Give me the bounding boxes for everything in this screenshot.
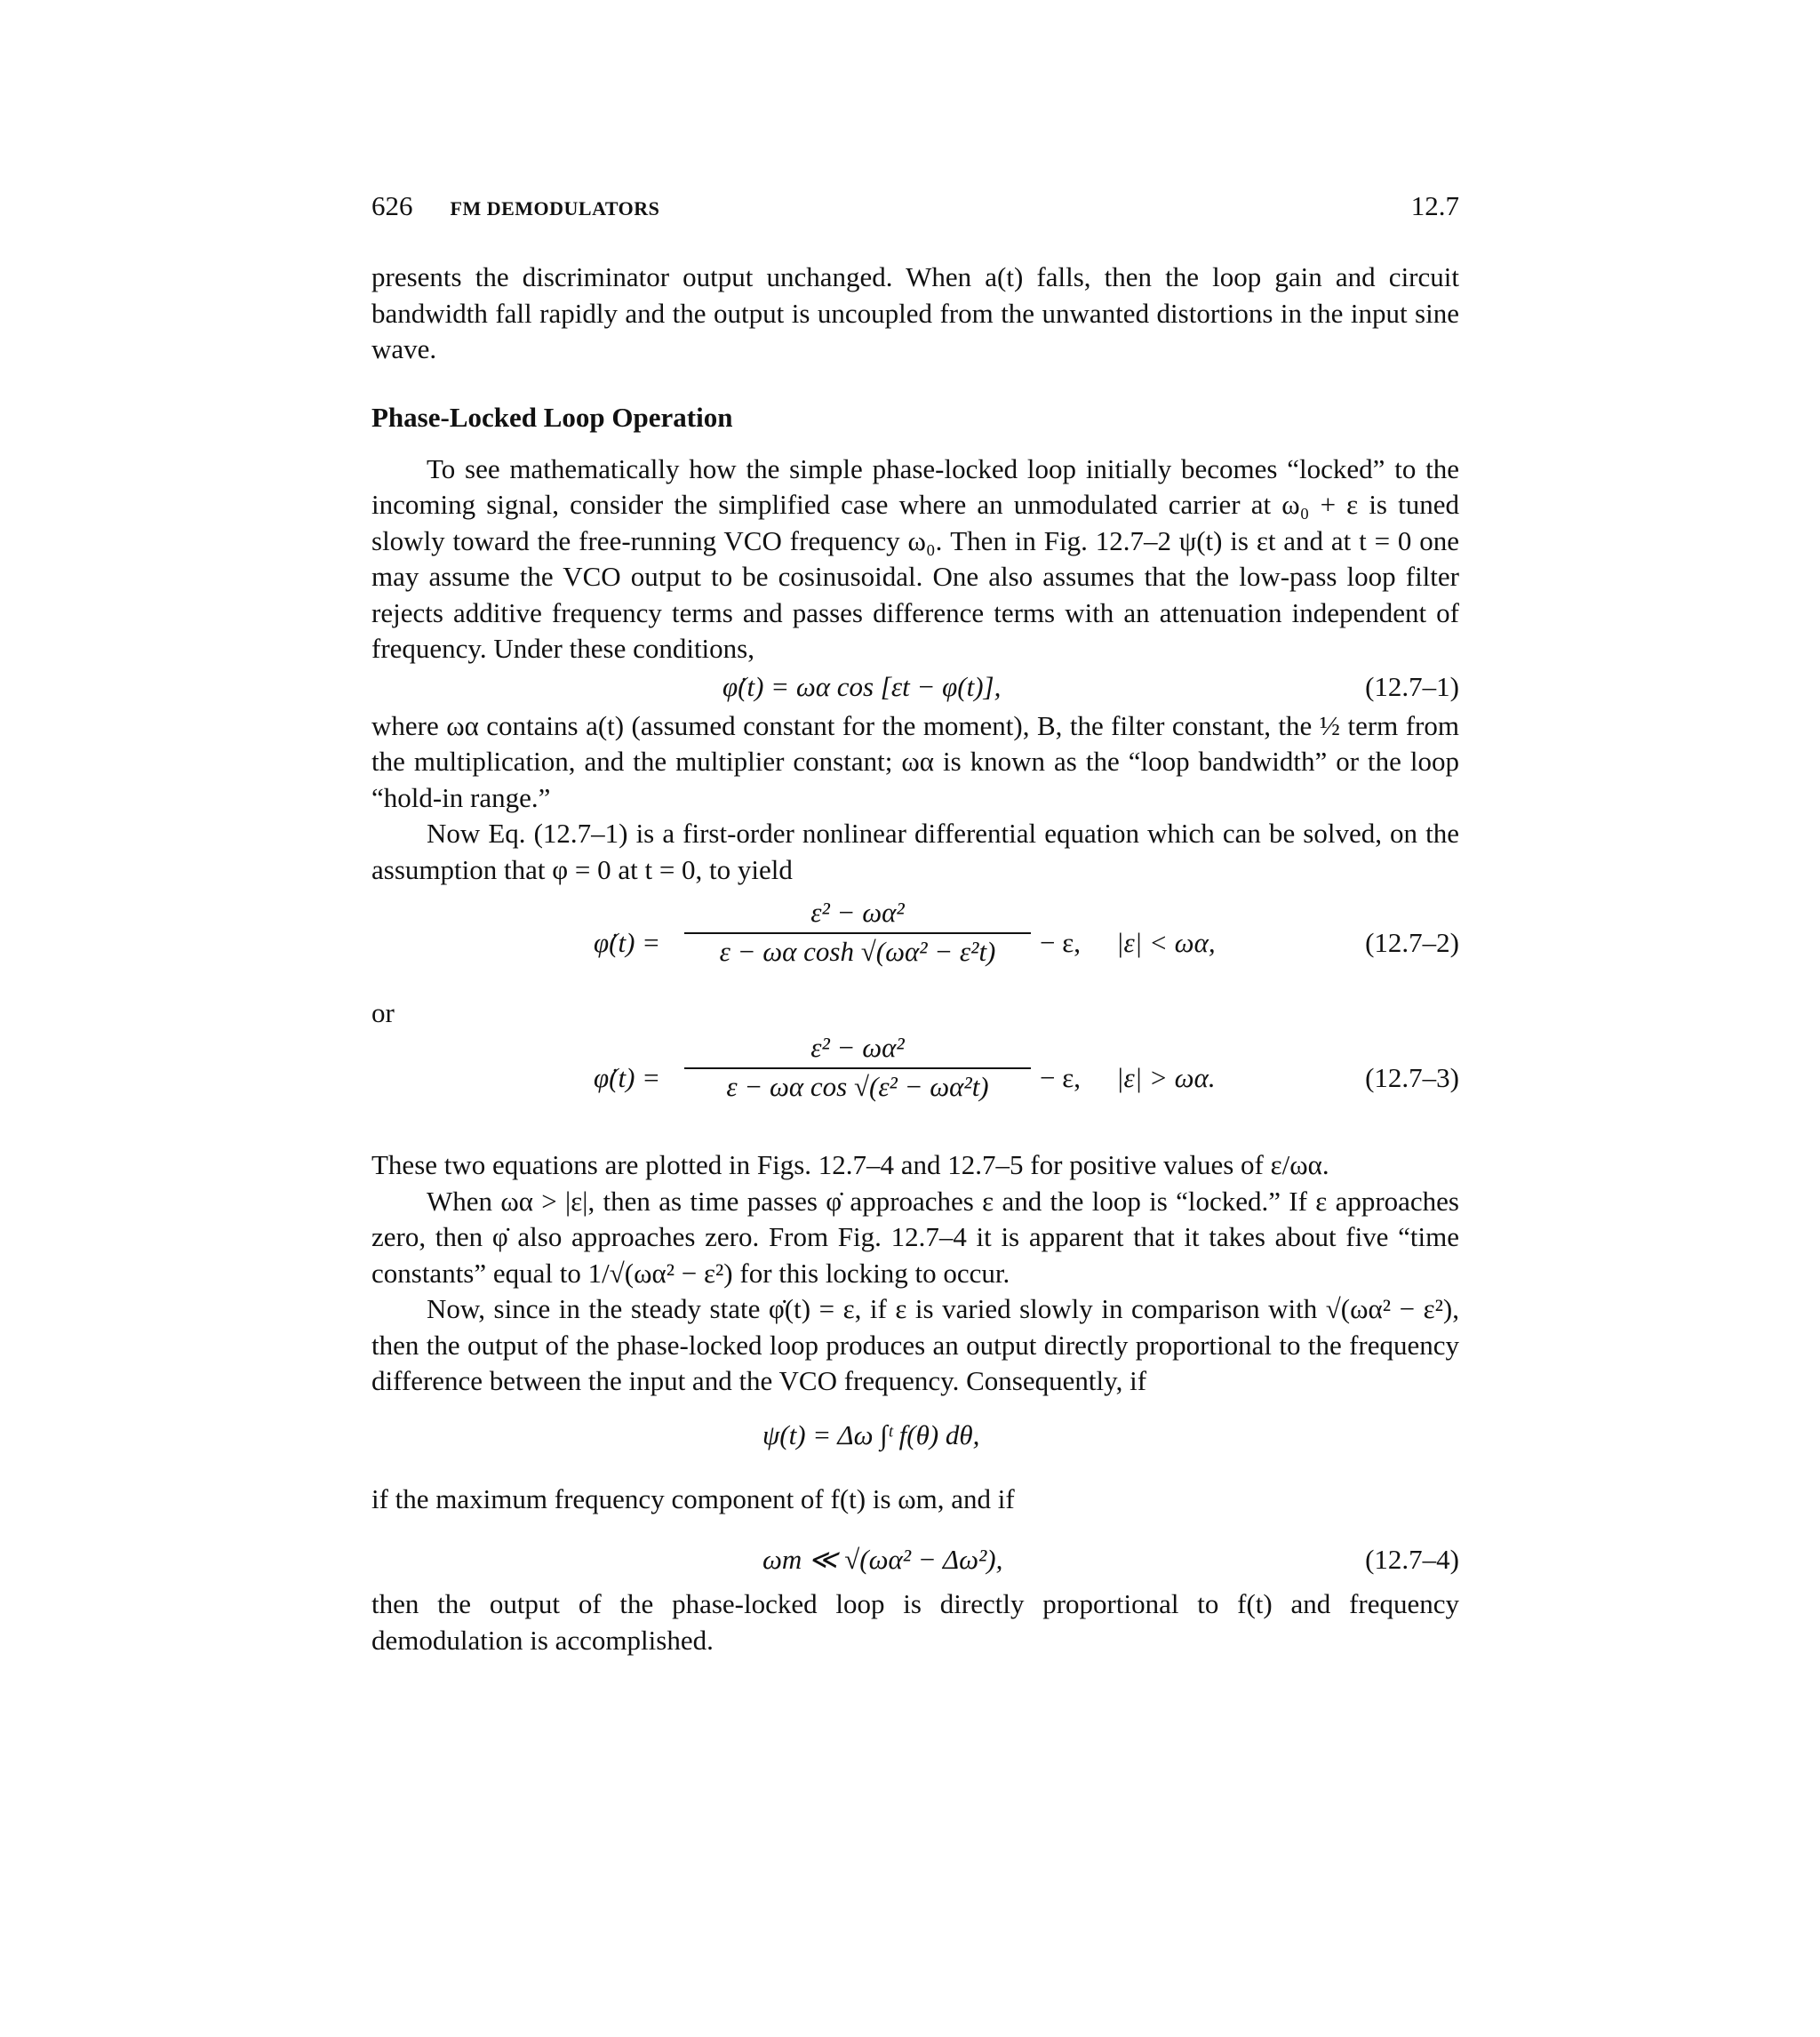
paragraph-intro: presents the discriminator output unchanged. When a(t) falls, then the loop gain and circuit bandwidth fall rapidly and the output is uncoupled from the unwanted distortions in the input sine wave.	[371, 261, 1459, 364]
paragraph-5: When ωα > |ε|, then as time passes φ̇ approaches ε and the loop is “locked.” If ε approaches zero, then φ̇ also approaches zero. From Fig. 12.7–4 it is apparent that it takes about five “time constants” equal to 1/√(ωα² − ε²) for this locking to occur.	[371, 1185, 1459, 1289]
equation-lhs: φ̇(t) =	[594, 927, 661, 958]
paragraph-2: where ωα contains a(t) (assumed constant for the moment), B, the filter constant, the ½ term from the multiplication, and the multiplier constant; ωα is known as the “loop bandwidth” or the loop “hold-in range.”	[371, 709, 1459, 813]
equation-body: ψ(t) = Δω ∫ᵗ f(θ) dθ,	[762, 1418, 980, 1450]
paragraph-3: Now Eq. (12.7–1) is a first-order nonlinear differential equation which can be solved, on the assumption that φ = 0 at t = 0, to yield	[371, 818, 1459, 885]
equation-12-7-4	[371, 1544, 1459, 1586]
paragraph-4: These two equations are plotted in Figs. 12.7–4 and 12.7–5 for positive values of ε/ωα.	[371, 1149, 1329, 1180]
section-heading: Phase-Locked Loop Operation	[371, 401, 733, 433]
paragraph-8: then the output of the phase-locked loop is directly proportional to f(t) and frequency demodulation is accomplished.	[371, 1588, 1459, 1656]
numerator: ε² − ωα²	[684, 897, 1031, 934]
paragraph-6: Now, since in the steady state φ̇(t) = ε, if ε is varied slowly in comparison with √(ωα² − ε²), then the output of the phase-locked loop produces an output directly proportional to the frequency difference between the input and the VCO frequency. Consequently, if	[371, 1293, 1459, 1396]
equation-tail: − ε,	[1040, 1062, 1082, 1093]
equation-12-7-1	[371, 671, 1459, 708]
or-word: or	[371, 997, 395, 1028]
equation-body: ωm ≪ √(ωα² − Δω²),	[762, 1544, 1003, 1575]
denominator: ε − ωα cos √(ε² − ωα²t)	[726, 1071, 989, 1102]
page-number: 626	[371, 190, 413, 221]
equation-12-7-2	[371, 897, 1459, 995]
fraction	[684, 897, 1031, 968]
paragraph-7: if the maximum frequency component of f(t) is ωm, and if	[371, 1482, 1015, 1514]
equation-psi	[371, 1405, 1459, 1467]
equation-number: (12.7–1)	[1365, 670, 1459, 702]
equation-condition: |ε| > ωα.	[1116, 1062, 1216, 1093]
paragraph-1: To see mathematically how the simple phase-locked loop initially becomes “locked” to the incoming signal, consider the simplified case where an unmodulated carrier at ω₀ + ε is tuned slowly toward the free-running VCO frequency ω₀. Then in Fig. 12.7–2 ψ(t) is εt and at t = 0 one may assume the VCO output to be cosinusoidal. One also assumes that the low-pass loop filter rejects additive frequency terms and passes difference terms with an attenuation independent of frequency. Under these conditions,	[371, 452, 1459, 664]
equation-tail: − ε,	[1040, 927, 1082, 958]
equation-12-7-3	[371, 1032, 1459, 1130]
fraction	[684, 1032, 1031, 1103]
denominator: ε − ωα cosh √(ωα² − ε²t)	[719, 936, 996, 967]
body-text	[371, 260, 1459, 1658]
running-title: FM DEMODULATORS	[450, 197, 660, 220]
page-header	[371, 190, 1459, 222]
equation-condition: |ε| < ωα,	[1116, 927, 1216, 958]
numerator: ε² − ωα²	[684, 1032, 1031, 1069]
section-number: 12.7	[1410, 190, 1459, 221]
equation-number: (12.7–3)	[1365, 1062, 1459, 1093]
equation-body: φ̇(t) = ωα cos [εt − φ(t)],	[722, 670, 1002, 702]
equation-number: (12.7–2)	[1365, 927, 1459, 958]
equation-lhs: φ̇(t) =	[594, 1062, 661, 1093]
equation-number: (12.7–4)	[1365, 1544, 1459, 1575]
